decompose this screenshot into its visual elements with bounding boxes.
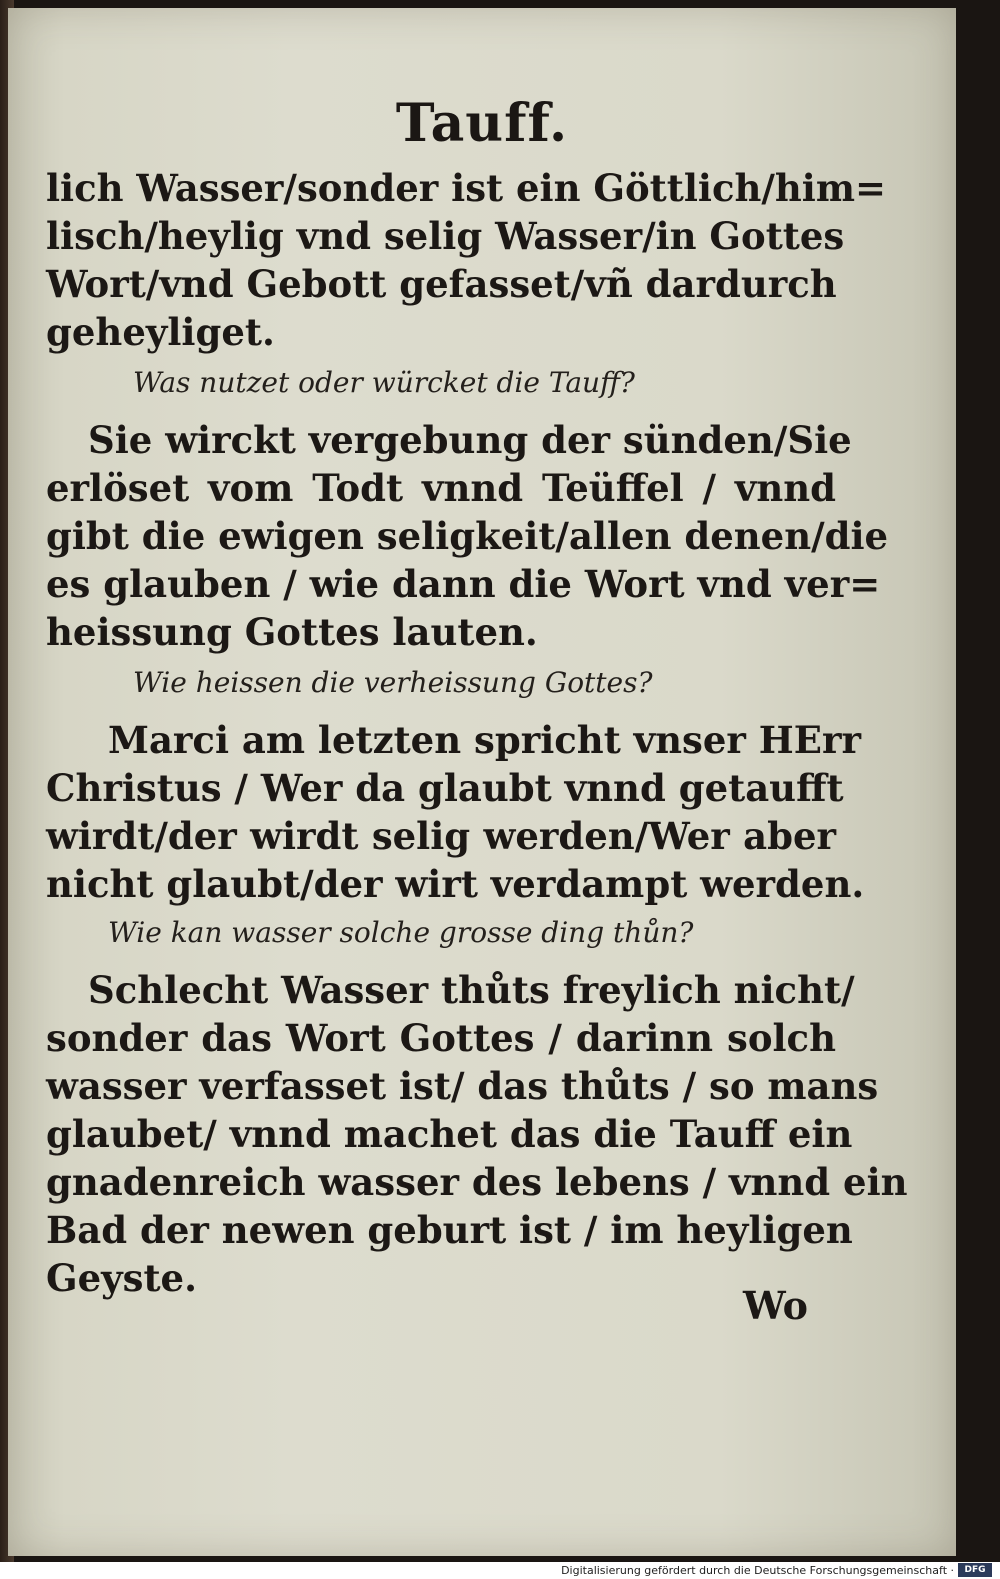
text-line: sonder das Wort Gottes / darinn solch <box>46 1016 836 1060</box>
text-line: erlöset vom Todt vnnd Teüffel / vnnd <box>46 466 836 510</box>
text-line: lisch/heylig vnd selig Wasser/in Gottes <box>46 214 845 258</box>
text-line: Marci am letzten spricht vnser HErr <box>108 718 861 762</box>
text-line: heissung Gottes lauten. <box>46 610 538 654</box>
text-line: glaubet/ vnnd machet das die Tauff ein <box>46 1112 853 1156</box>
question-heading: Wie heissen die verheissung Gottes? <box>133 666 653 699</box>
text-line: Geyste. <box>46 1256 197 1300</box>
text-line: nicht glaubt/der wirt verdampt werden. <box>46 862 865 906</box>
question-heading: Wie kan wasser solche grosse ding thůn? <box>108 916 694 949</box>
text-line: gnadenreich wasser des lebens / vnnd ein <box>46 1160 908 1204</box>
text-line: es glauben / wie dann die Wort vnd ver= <box>46 562 881 606</box>
funding-credit: Digitalisierung gefördert durch die Deutsche Forschungsgemeinschaft · <box>561 1564 954 1577</box>
text-line: Bad der newen geburt ist / im heyligen <box>46 1208 853 1252</box>
text-line: Christus / Wer da glaubt vnnd getaufft <box>46 766 844 810</box>
dfg-logo: DFG <box>958 1563 992 1577</box>
running-header: Tauff. <box>395 93 569 154</box>
text-line: geheyliget. <box>46 310 275 354</box>
text-line: wasser verfasset ist/ das thůts / so mans <box>46 1064 879 1108</box>
text-line: wirdt/der wirdt selig werden/Wer aber <box>46 814 836 858</box>
text-line: lich Wasser/sonder ist ein Göttlich/him= <box>46 166 886 210</box>
text-line: Schlecht Wasser thůts freylich nicht/ <box>88 968 855 1012</box>
text-line: Sie wirckt vergebung der sünden/Sie <box>88 418 852 462</box>
text-line: Wort/vnd Gebott gefasset/vñ dardurch <box>46 262 837 306</box>
book-page <box>8 8 956 1556</box>
question-heading: Was nutzet oder würcket die Tauff? <box>133 366 635 399</box>
catchword: Wo <box>743 1283 808 1328</box>
text-line: gibt die ewigen seligkeit/allen denen/die <box>46 514 889 558</box>
